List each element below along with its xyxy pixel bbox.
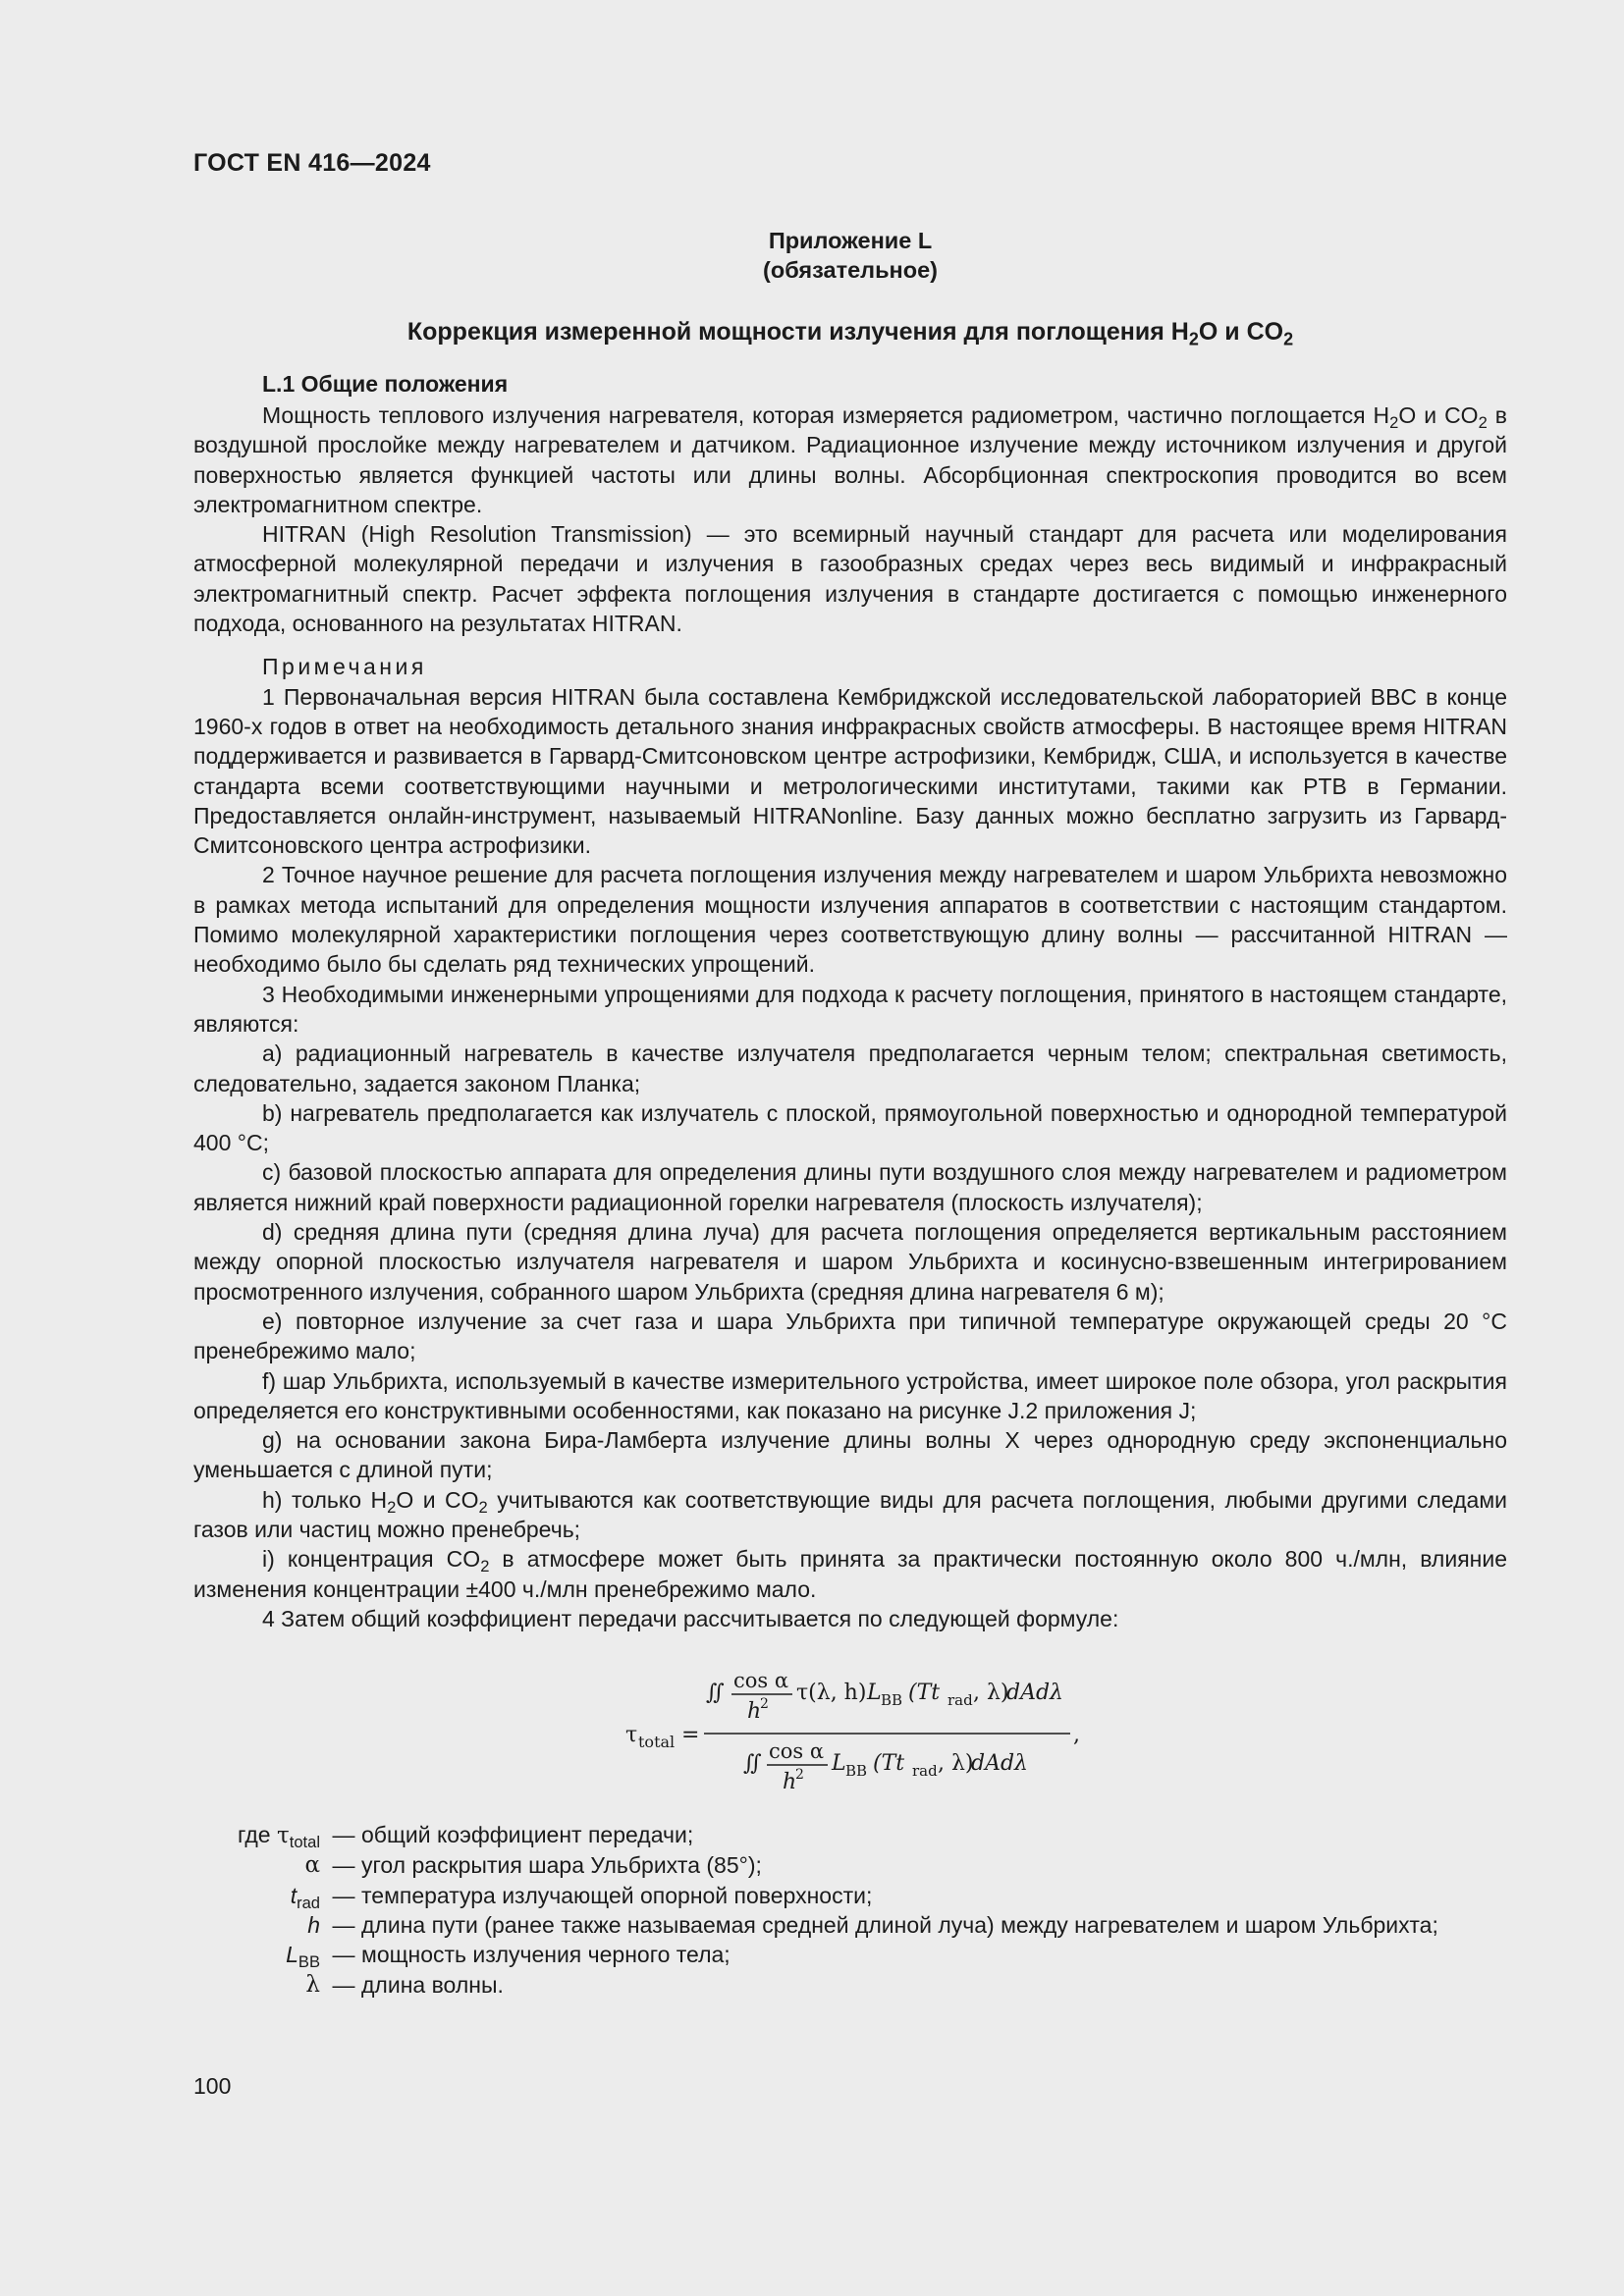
definition-symbol: h — [307, 1912, 320, 1939]
definition-text: температура излучающей опорной поверхности; — [361, 1882, 873, 1908]
formula-equals: = — [681, 1723, 700, 1748]
definition-symbol: λ — [305, 1971, 320, 1998]
note-item: 1 Первоначальная версия HITRAN была составлена Кембриджской исследовательской лабораторией BBC в конце 1960-х годов в ответ на необходимость детального знания инфракрасных свойств атмосферы. В настоящее время HITRAN поддерживается и развивается в Гарвард-Смитсоновском центре астрофизики, Кембридж, США, и используется в качестве стандарта всеми соответствующими научными и метрологическими институтами, такими как PTB в Германии. Предоставляется онлайн-инструмент, называемый HITRANonline. Базу данных можно бесплатно загрузить из Гарвард-Смитсоновского центра астрофизики. — [193, 683, 1507, 859]
formula-T-den: (Tt — [873, 1751, 905, 1777]
transmission-formula — [193, 1655, 1507, 1802]
formula-T-sub-num: rad — [947, 1691, 973, 1710]
paragraph: Мощность теплового излучения нагревателя, которая измеряется радиометром, частично поглощается $H_2O$ и $CO_2$ в воздушной прослойке между нагревателем и датчиком. Радиационное излучение между источником излучения и другой поверхностью является функцией частоты или длины волны. Абсорбционная спектроскопия проводится во всем электромагнитном спектре. — [193, 402, 1507, 517]
formula-h-den: h — [783, 1770, 797, 1795]
definition-symbol: $t_{rad}$ — [290, 1882, 320, 1912]
formula-L-num: L — [867, 1681, 882, 1706]
formula-svg — [193, 1655, 1507, 1802]
definition-text: длина волны. — [361, 1971, 504, 1998]
formula-comma: , — [1073, 1723, 1080, 1748]
list-item: c) базовой плоскостью аппарата для определения длины пути воздушного слоя между нагревателем и радиометром является нижний край поверхности радиационной горелки нагревателя (плоскость излучателя); — [193, 1159, 1507, 1215]
definition-symbol: $L_{BB}$ — [286, 1942, 320, 1972]
definition-symbol: где $\tau_{total}$ — [238, 1822, 320, 1852]
definition-text: угол раскрытия шара Ульбрихта (85°); — [361, 1852, 762, 1879]
symbol-definitions — [193, 1820, 1507, 2000]
notes-heading: Примечания — [262, 654, 427, 680]
definition-text: общий коэффициент передачи; — [361, 1822, 694, 1848]
definition-row: α — угол раскрытия шара Ульбрихта (85°); — [193, 1850, 1507, 1880]
note-item: 4 Затем общий коэффициент передачи рассчитывается по следующей формуле: — [262, 1605, 1119, 1631]
formula-T-num: (Tt — [908, 1681, 941, 1706]
page-number: 100 — [193, 2073, 232, 2099]
list-item: i) концентрация $CO_2$ в атмосфере может быть принята за практически постоянную около 800 ч./млн, влияние изменения концентрации ±400 ч./млн пренебрежимо мало. — [193, 1546, 1507, 1602]
definition-row: h — длина пути (ранее также называемая средней длиной луча) между нагревателем и шаром Ульбрихта; — [193, 1910, 1507, 1940]
formula-dAd-num: dAdλ — [1006, 1681, 1063, 1706]
formula-h-sup-num: 2 — [760, 1696, 769, 1713]
definition-row: λ — длина волны. — [193, 1970, 1507, 2000]
formula-h-sup-den: 2 — [795, 1767, 804, 1784]
formula-integral-num: ∬ — [706, 1681, 725, 1706]
formula-T-end-num: , λ) — [973, 1681, 1009, 1706]
list-item: g) на основании закона Бира-Ламберта излучение длины волны X через однородную среду экспоненциально уменьшается с длиной пути; — [193, 1427, 1507, 1483]
formula-tau-term: τ(λ, h) — [796, 1681, 867, 1706]
formula-L-sub-num: BB — [881, 1691, 903, 1710]
list-item: b) нагреватель предполагается как излучатель с плоской, прямоугольной поверхностью и однородной температурой 400 °C; — [193, 1099, 1507, 1156]
list-item: d) средняя длина пути (средняя длина луча) для расчета поглощения определяется вертикальным расстоянием между опорной плоскостью излучателя нагревателя и шаром Ульбрихта и косинусно-взвешенным интегрированием просмотренного излучения, собранного шаром Ульбрихта (средняя длина нагревателя 6 м); — [193, 1219, 1507, 1305]
formula-lhs-sub: total — [638, 1733, 676, 1752]
formula-L-den: L — [832, 1751, 846, 1777]
definition-text: мощность излучения черного тела; — [361, 1942, 731, 1968]
definition-row: $t_{rad}$ — температура излучающей опорной поверхности; — [193, 1881, 1507, 1910]
annex-status: (обязательное) — [763, 257, 938, 283]
definition-symbol: α — [304, 1852, 320, 1879]
list-item: h) только $H_2O$ и $CO_2$ учитываются как соответствующие виды для расчета поглощения, любыми другими следами газов или частиц можно пренебречь; — [193, 1486, 1507, 1542]
formula-lhs: τ — [625, 1723, 638, 1748]
definition-text: длина пути (ранее также называемая средней длиной луча) между нагревателем и шаром Ульбрихта; — [361, 1912, 1438, 1939]
annex-label: Приложение L — [768, 228, 933, 253]
paragraph: HITRAN (High Resolution Transmission) — это всемирный научный стандарт для расчета или моделирования атмосферной молекулярной передачи и излучения в газообразных средах через весь видимый и инфракрасный электромагнитный спектр. Расчет эффекта поглощения излучения в стандарте достигается с помощью инженерного подхода, основанного на результатах HITRAN. — [193, 521, 1507, 637]
formula-h-num: h — [747, 1699, 762, 1725]
document-header: ГОСТ EN 416—2024 — [193, 149, 431, 177]
list-item: a) радиационный нагреватель в качестве излучателя предполагается черным телом; спектральная светимость, следовательно, задается законом Планка; — [193, 1041, 1507, 1096]
document-body — [193, 226, 1507, 2000]
formula-L-sub-den: BB — [845, 1762, 868, 1781]
list-item: f) шар Ульбрихта, используемый в качестве измерительного устройства, имеет широкое поле обзора, угол раскрытия определяется его конструктивными особенностями, как показано на рисунке J.2 приложения J; — [193, 1367, 1507, 1423]
section-heading: L.1 Общие положения — [262, 371, 509, 397]
formula-T-end-den: , λ) — [938, 1751, 974, 1777]
note-item: 3 Необходимыми инженерными упрощениями для подхода к расчету поглощения, принятого в настоящем стандарте, являются: — [193, 981, 1507, 1037]
list-item: e) повторное излучение за счет газа и шара Ульбрихта при типичной температуре окружающей среды 20 °C пренебрежимо мало; — [193, 1308, 1507, 1364]
formula-cos-den: cos α — [769, 1739, 825, 1764]
formula-cos-num: cos α — [733, 1669, 789, 1693]
formula-integral-den: ∬ — [743, 1751, 762, 1777]
definition-row: $L_{BB}$ — мощность излучения черного тела; — [193, 1940, 1507, 1969]
formula-dAd-den: dAdλ — [971, 1751, 1028, 1777]
note-item: 2 Точное научное решение для расчета поглощения излучения между нагревателем и шаром Ульбрихта невозможно в рамках метода испытаний для определения мощности излучения аппаратов в соответствии с настоящим стандартом. Помимо молекулярной характеристики поглощения через соответствующую длину волны — рассчитанной HITRAN — необходимо было бы сделать ряд технических упрощений. — [193, 862, 1507, 978]
definition-row: где $\tau_{total}$ — общий коэффициент передачи; — [193, 1820, 1507, 1850]
formula-T-sub-den: rad — [912, 1762, 938, 1781]
annex-title: Коррекция измеренной мощности излучения для поглощения $H_2O$ и $CO_2$ — [406, 318, 1294, 349]
